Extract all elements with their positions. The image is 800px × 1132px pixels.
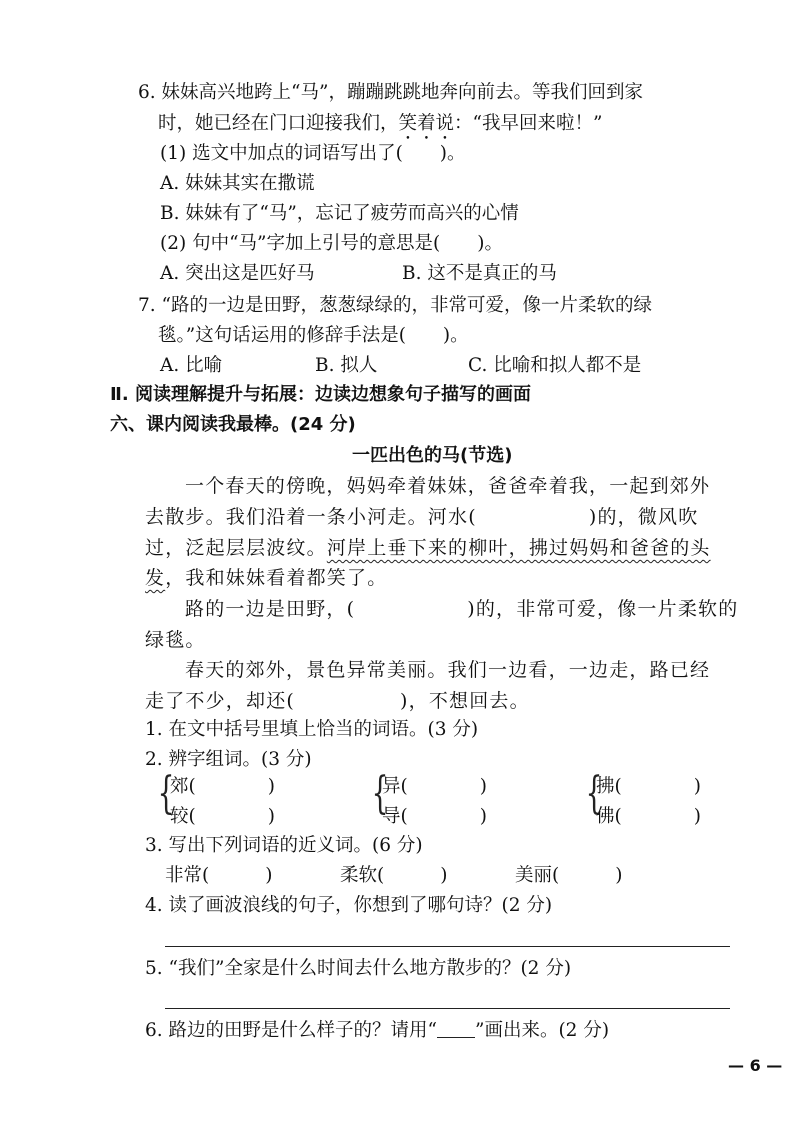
question-4: 4. 读了画波浪线的句子，你想到了哪句诗？(2 分): [145, 895, 553, 916]
brace-icon: {: [585, 768, 603, 819]
q7-option-b: B. 拟人: [315, 355, 378, 376]
question-6: [145, 1017, 609, 1045]
q6-sub2-option-a: A. 突出这是匹好马: [160, 263, 315, 284]
passage-p1-line4: [145, 564, 387, 592]
word: 柔软(: [340, 865, 385, 886]
close-paren: ): [693, 806, 701, 827]
q6-sub1-option-b: B. 妹妹有了“马”，忘记了疲劳而高兴的心情: [160, 203, 519, 224]
pair-char: 佛(: [596, 806, 622, 827]
underline-sample: [437, 1019, 475, 1038]
q3-word3: [515, 862, 622, 890]
passage-p1-line2: [145, 503, 698, 531]
passage-p2-line2: 绿毯。: [145, 629, 206, 651]
part6-title: 六、课内阅读我最棒。(24 分): [110, 414, 356, 435]
wavy-sentence: 河岸上垂下来的柳叶，拂过妈妈和爸爸的头: [326, 537, 711, 559]
passage-text: 路的一边是田野，(: [185, 598, 356, 620]
passage-text: 过，泛起层层波纹。: [145, 537, 327, 559]
passage-p1-line3: [145, 534, 711, 562]
pair3-top: [596, 773, 701, 801]
passage-p1-line1: 一个春天的傍晚，妈妈牵着妹妹，爸爸牵着我，一起到郊外: [185, 475, 711, 497]
close-paren: ): [265, 865, 273, 886]
brace-icon: {: [157, 768, 175, 819]
pair-char: 较(: [170, 806, 196, 827]
section2-title: Ⅱ. 阅读理解提升与拓展：边读边想象句子描写的画面: [110, 384, 531, 405]
pair2-bottom: [382, 803, 487, 831]
q3-word1: [165, 862, 272, 890]
q6-sub1: (1) 选文中加点的词语写出了( )。: [160, 143, 466, 164]
pair-char: 异(: [382, 776, 408, 797]
passage-text: ，我和妹妹看着都笑了。: [165, 567, 388, 589]
q7-option-c: C. 比喻和拟人都不是: [468, 355, 642, 376]
passage-p3-line2: [145, 687, 530, 715]
close-paren: ): [267, 776, 275, 797]
wavy-sentence-end: 发: [145, 567, 166, 589]
passage-text: )的，非常可爱，像一片柔软的: [467, 598, 739, 620]
q6-dotted-phrase: 笑着说: [398, 113, 455, 134]
passage-text: )，不想回去。: [400, 690, 530, 712]
word: 非常(: [165, 865, 210, 886]
close-paren: ): [693, 776, 701, 797]
answer-line[interactable]: [165, 946, 730, 947]
pair1-top: [170, 773, 275, 801]
passage-text: 走了不少，却还(: [145, 690, 296, 712]
q3-word2: [340, 862, 447, 890]
q6-post: ”画出来。(2 分): [475, 1020, 610, 1041]
pair-char: 导(: [382, 806, 408, 827]
page-number: — 6 —: [728, 1056, 783, 1075]
pair-char: 郊(: [170, 776, 196, 797]
q6-sub2-option-b: B. 这不是真正的马: [402, 263, 557, 284]
close-paren: ): [479, 776, 487, 797]
pair3-bottom: [596, 803, 701, 831]
question-2: 2. 辨字组词。(3 分): [145, 749, 312, 770]
q6-pre: 6. 路边的田野是什么样子的？请用“: [145, 1020, 437, 1041]
question-1: 1. 在文中括号里填上恰当的词语。(3 分): [145, 719, 479, 740]
q6-line2: [158, 110, 602, 144]
q6-line2-post: ：“我早回来啦！”: [454, 113, 603, 134]
close-paren: ): [479, 806, 487, 827]
passage-text: )的，微风吹: [588, 506, 699, 528]
pair1-bottom: [170, 803, 275, 831]
close-paren: ): [440, 865, 448, 886]
q6-sub2: (2) 句中“马”字加上引号的意思是( )。: [160, 233, 503, 254]
q7-option-a: A. 比喻: [160, 355, 223, 376]
word: 美丽(: [515, 865, 560, 886]
q7-line1: 7. “路的一边是田野，葱葱绿绿的，非常可爱，像一片柔软的绿: [138, 295, 652, 316]
passage-text: 去散步。我们沿着一条小河走。河水(: [145, 506, 477, 528]
passage-title: 一匹出色的马(节选): [352, 445, 513, 466]
q6-line2-pre: 时，她已经在门口迎接我们，: [158, 113, 399, 134]
q6-line1: 6. 妹妹高兴地跨上“马”，蹦蹦跳跳地奔向前去。等我们回到家: [138, 82, 643, 103]
question-3: 3. 写出下列词语的近义词。(6 分): [145, 835, 423, 856]
pair-char: 拂(: [596, 776, 622, 797]
pair2-top: [382, 773, 487, 801]
answer-line[interactable]: [165, 1008, 730, 1009]
q6-sub1-option-a: A. 妹妹其实在撒谎: [160, 173, 315, 194]
passage-p3-line1: 春天的郊外，景色异常美丽。我们一边看，一边走，路已经: [185, 659, 711, 681]
q7-line2: 毯。”这句话运用的修辞手法是( )。: [158, 325, 469, 346]
question-5: 5. “我们”全家是什么时间去什么地方散步的？(2 分): [145, 958, 572, 979]
brace-icon: {: [371, 768, 389, 819]
close-paren: ): [615, 865, 623, 886]
close-paren: ): [267, 806, 275, 827]
passage-p2-line1: [185, 595, 738, 623]
